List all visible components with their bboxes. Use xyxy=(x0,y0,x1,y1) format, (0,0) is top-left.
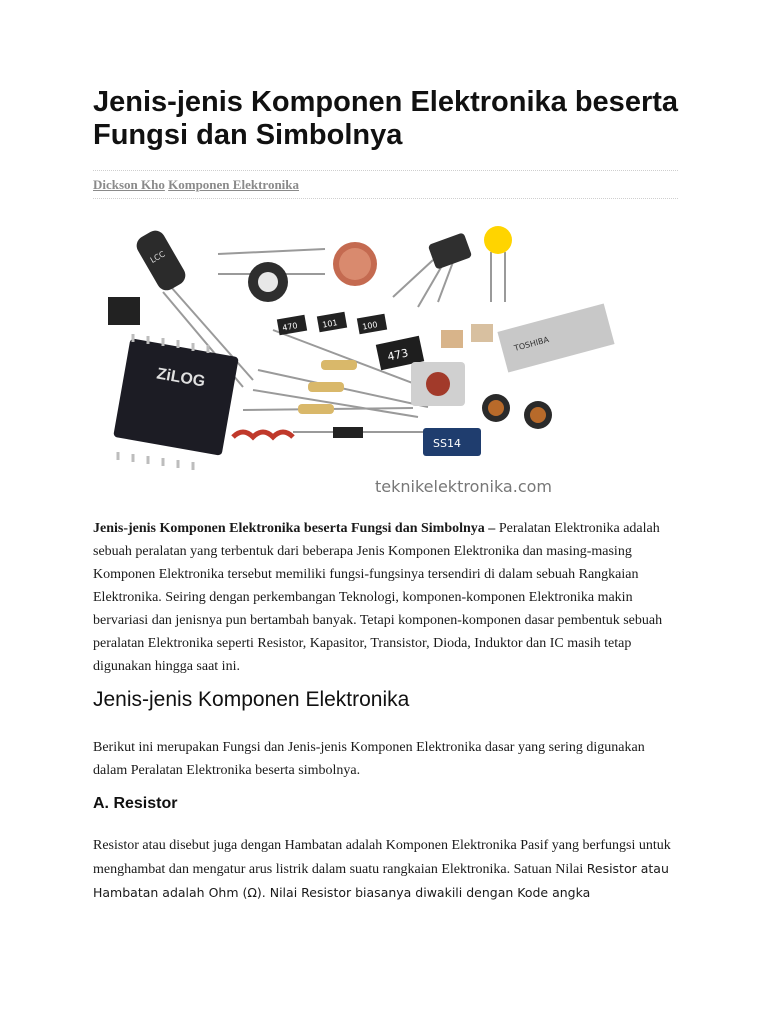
components-photo xyxy=(93,212,623,512)
smd-capacitor xyxy=(441,330,463,348)
svg-text:SS14: SS14 xyxy=(433,437,461,450)
resistor-text-continued: Resistor atau Hambatan adalah Ohm (Ω). Nilai Resistor biasanya diwakili dengan Kode angka xyxy=(93,861,669,900)
intro-lead: Jenis-jenis Komponen Elektronika beserta Fungsi dan Simbolnya – xyxy=(93,521,496,536)
power-ic-component xyxy=(497,303,614,372)
resistor-text: Resistor atau disebut juga dengan Hambatan adalah Komponen Elektronika Pasif yang berfungsi untuk menghambat dan mengatur arus listrik dalam suatu rangkaian Elektronika. Satuan Nilai xyxy=(93,838,671,877)
coil-inductor xyxy=(233,432,293,437)
schottky-diode xyxy=(423,428,481,456)
led-component xyxy=(484,226,512,254)
section-heading: Jenis-jenis Komponen Elektronika xyxy=(93,688,410,711)
transistor-component xyxy=(428,232,473,269)
microchip-component xyxy=(113,334,239,470)
push-button-component xyxy=(411,362,465,406)
intro-paragraph xyxy=(93,517,673,678)
svg-text:470: 470 xyxy=(281,321,299,333)
components-illustration xyxy=(93,212,623,512)
article-meta xyxy=(93,170,678,199)
regulator-component xyxy=(108,297,140,325)
diode-component xyxy=(333,427,363,438)
watermark: teknikelektronika.com xyxy=(375,477,552,496)
author-link[interactable]: Dickson Kho xyxy=(93,177,165,192)
article-title: Jenis-jenis Komponen Elektronika beserta Fungsi dan Simbolnya xyxy=(93,86,679,151)
svg-text:473: 473 xyxy=(386,346,410,364)
svg-text:ZiLOG: ZiLOG xyxy=(155,365,207,391)
section-paragraph: Berikut ini merupakan Fungsi dan Jenis-jenis Komponen Elektronika dasar yang sering digunakan dalam Peralatan Elektronika beserta simbolnya. xyxy=(93,740,645,778)
electrolytic-capacitor xyxy=(133,227,189,294)
intro-text: Peralatan Elektronika adalah sebuah peralatan yang terbentuk dari beberapa Jenis Komponen Elektronika dan masing-masing Komponen Elektronika tersebut memiliki fungsi-fungsinya tersendiri di dalam sebuah Rangkaian Elektronika. Seiring dengan perkembangan Teknologi, komponen-komponen Elektronika makin bervariasi dan jenisnya pun bertambah banyak. Tetapi komponen-komponen dasar pembentuk sebuah peralatan Elektronika seperti Resistor, Kapasitor, Transistor, Dioda, Induktor dan IC masih tetap digunakan hingga saat ini. xyxy=(93,521,663,674)
svg-text:LCC: LCC xyxy=(148,249,167,265)
resistor-paragraph xyxy=(93,834,678,905)
svg-text:100: 100 xyxy=(361,320,379,332)
category-link[interactable]: Komponen Elektronika xyxy=(168,177,300,192)
svg-text:101: 101 xyxy=(321,318,339,330)
svg-text:TOSHIBA: TOSHIBA xyxy=(513,335,550,353)
resistor-heading: A. Resistor xyxy=(93,795,178,812)
